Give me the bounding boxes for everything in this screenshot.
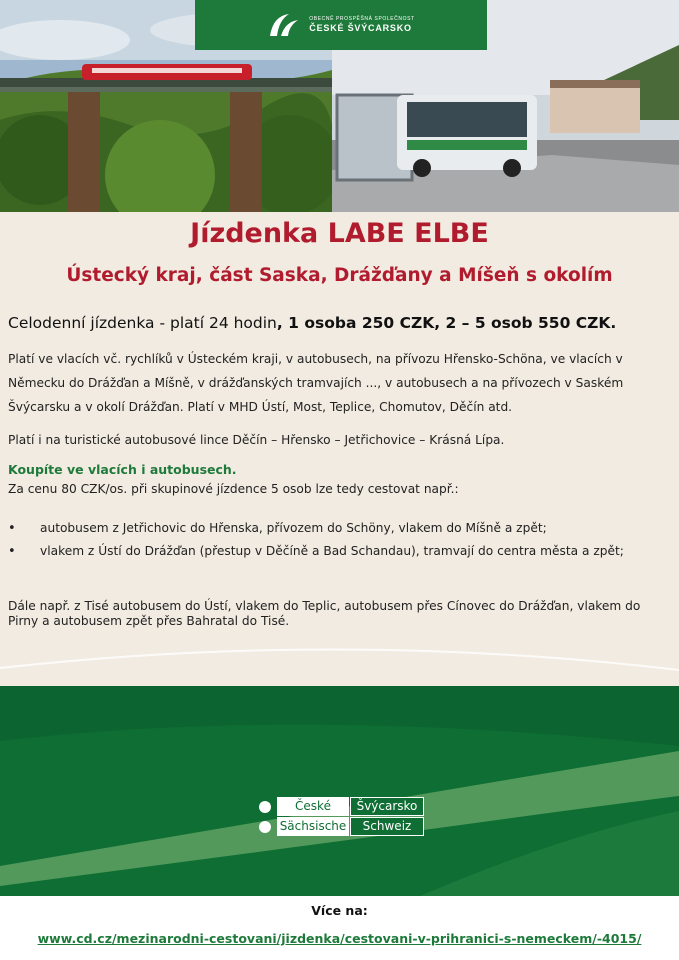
- ticket-price-line: [8, 314, 616, 332]
- region-logo-word: Švýcarsko: [350, 797, 424, 816]
- list-item: • vlakem z Ústí do Drážďan (přestup v Děčíně a Bad Schandau), tramvají do centra města a zpět;: [8, 540, 678, 563]
- region-logo-word: Sächsische: [277, 817, 349, 836]
- dot-icon: [259, 801, 271, 813]
- green-footer-band: [0, 686, 679, 896]
- region-logo-word: Schweiz: [350, 817, 424, 836]
- more-info-link[interactable]: www.cd.cz/mezinarodni-cestovani/jizdenka/cestovani-v-prihranici-s-nemeckem/-4015/: [37, 931, 642, 946]
- region-logo-word: České: [277, 797, 349, 816]
- validity-paragraph: Platí ve vlacích vč. rychlíků v Ústeckém kraji, v autobusech, na přívozu Hřensko-Schöna, ve vlacích v Německu do Drážďan a Míšně, v drážďanských tramvajích ..., v autobusech a na přívozech v Saském Švýcarsku a v okolí Drážďan. Platí v MHD Ústí, Most, Teplice, Chomutov, Děčín atd.: [8, 352, 624, 414]
- more-info-label: Více na:: [311, 903, 368, 918]
- page-subtitle: Ústecký kraj, část Saska, Drážďany a Míšeň s okolím: [66, 265, 613, 286]
- tourist-line-paragraph: Platí i na turistické autobusové lince Děčín – Hřensko – Jetřichovice – Krásná Lípa.: [8, 433, 505, 447]
- ticket-info-panel: [0, 212, 679, 690]
- dot-icon: [259, 821, 271, 833]
- more-trips-paragraph: Dále např. z Tisé autobusem do Ústí, vlakem do Teplic, autobusem přes Cínovec do Drážďan, vlakem do Pirny a autobusem zpět přes Bahratal do Tisé.: [8, 599, 641, 628]
- list-item: • autobusem z Jetřichovic do Hřenska, přívozem do Schöny, vlakem do Míšně a zpět;: [8, 517, 678, 540]
- organization-logo-icon: [267, 10, 301, 40]
- organization-logo-subtitle: OBECNĚ PROSPĚŠNÁ SPOLEČNOST: [309, 16, 415, 22]
- ceske-svycarsko-region-logo: [259, 797, 424, 836]
- region-logo-row-czech: [259, 797, 424, 816]
- trip-examples-list: [8, 517, 678, 563]
- decorative-waves: [0, 686, 679, 896]
- organization-logo-text: [309, 17, 414, 33]
- page-title: Jízdenka LABE ELBE: [190, 218, 489, 249]
- ticket-price-text: , 1 osoba 250 CZK, 2 – 5 osob 550 CZK.: [276, 314, 617, 332]
- organization-logo-banner: [195, 0, 487, 50]
- region-logo-row-german: [259, 817, 424, 836]
- organization-logo-title: ČESKÉ ŠVÝCARSKO: [309, 23, 412, 33]
- purchase-heading: Koupíte ve vlacích i autobusech.: [8, 462, 237, 477]
- ticket-validity-text: Celodenní jízdenka - platí 24 hodin: [8, 314, 277, 332]
- group-price-text: Za cenu 80 CZK/os. při skupinové jízdence 5 osob lze tedy cestovat např.:: [8, 482, 459, 496]
